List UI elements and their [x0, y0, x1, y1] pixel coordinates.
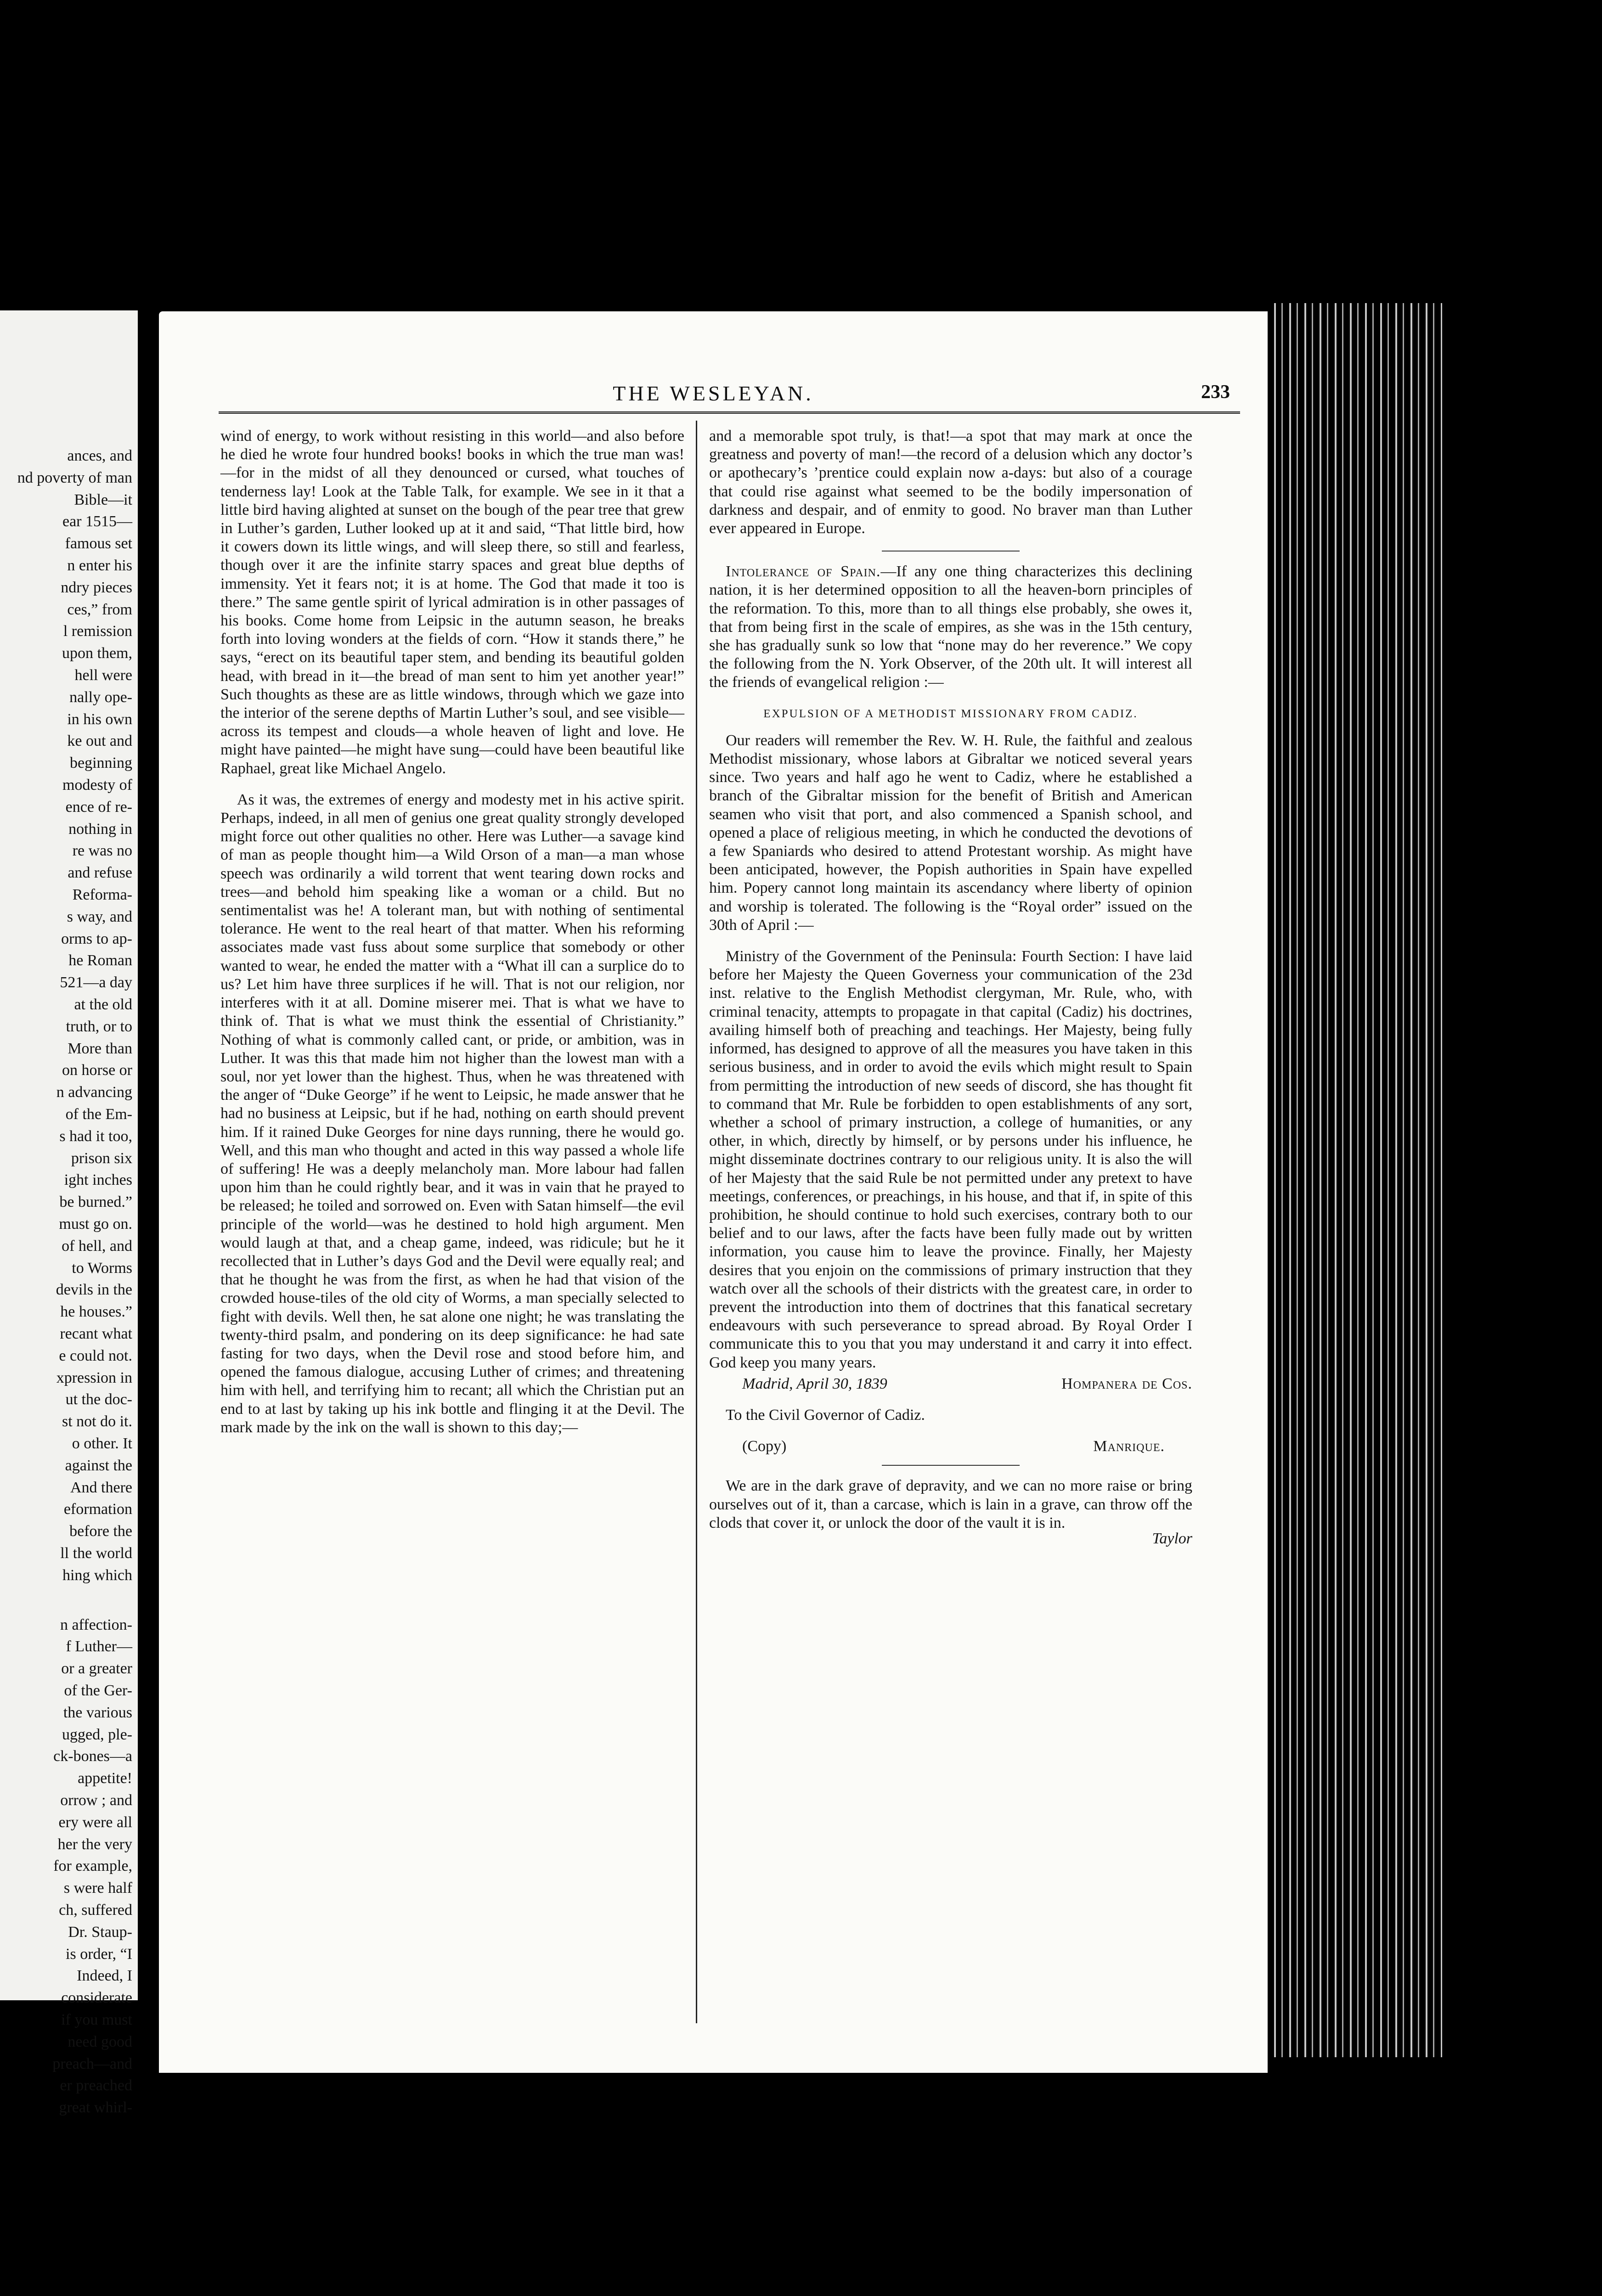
facing-page-line: upon them, — [62, 645, 132, 662]
facing-page-line: Indeed, I — [77, 1967, 132, 1985]
facing-page-line: modesty of — [62, 777, 132, 793]
facing-page-line: beginning — [70, 754, 132, 772]
facing-page-line: xpression in — [56, 1369, 132, 1386]
book-gutter — [138, 303, 159, 2011]
facing-page-line: ces,” from — [67, 601, 132, 618]
facing-page-line: ck-bones—a — [53, 1748, 132, 1765]
facing-page-line: ances, and — [67, 447, 132, 464]
facing-page-line: preach—and — [52, 2055, 132, 2072]
facing-page-line: f Luther— — [66, 1638, 132, 1655]
facing-page-line: ugged, ple- — [62, 1726, 132, 1743]
facing-page-line: famous set — [65, 535, 132, 552]
copy-line — [709, 1437, 1192, 1456]
facing-page-line: n advancing — [56, 1084, 132, 1101]
facing-page-line: eformation — [63, 1501, 132, 1518]
facing-page-line: the various — [63, 1704, 132, 1721]
facing-page-line: nd poverty of man — [17, 469, 132, 486]
facing-page-line: considerate — [61, 1989, 132, 2007]
right-column — [709, 427, 1192, 1548]
order-date: Madrid, April 30, 1839 — [742, 1375, 887, 1392]
facing-page-line: re was no — [72, 842, 132, 860]
copy-note: (Copy) — [742, 1438, 787, 1455]
facing-page-line: Reforma- — [72, 886, 132, 903]
intolerance-paragraph — [709, 563, 1192, 692]
closing-quote: We are in the dark grave of depravity, and we can no more raise or bring ourselves out of it, than a carcase, which is lain in a grave, can throw off the clods that cover it, or unlock the door of the vault it is in. — [709, 1477, 1192, 1531]
facing-page-line: orrow ; and — [60, 1792, 132, 1809]
facing-page-line: er preached — [60, 2077, 132, 2094]
facing-page-line: s way, and — [67, 908, 132, 925]
facing-page-line: he houses.” — [60, 1303, 132, 1321]
facing-page-line: in his own — [67, 710, 132, 728]
addressee: To the Civil Governor of Cadiz. — [726, 1406, 925, 1424]
quote-author: Taylor — [1152, 1530, 1192, 1547]
facing-page-line: of the Em- — [65, 1106, 132, 1123]
section-body: —If any one thing characterizes this declining nation, it is her determined opposition to all the heaven-born principles of the reformation. To this, more than to all things else probably, she owes it, that from being first in the scale of empires, as she was in the 15th century, she has gradually sunk so low that “none may do her reverence.” We copy the following from the N. York Observer, of the 20th ult. It will interest all the friends of evangelical religion :— — [709, 563, 1192, 691]
facing-page-line: e could not. — [59, 1347, 132, 1364]
facing-page-line: nothing in — [68, 820, 132, 838]
facing-page-line: or a greater — [61, 1660, 132, 1677]
facing-page-line: need good — [68, 2033, 132, 2050]
facing-page-line: great whirl- — [59, 2099, 132, 2116]
facing-page-line: ence of re- — [65, 798, 132, 816]
facing-page-line: s had it too, — [59, 1127, 132, 1145]
facing-page-line: at the old — [74, 996, 132, 1013]
facing-page-line: ke out and — [67, 732, 132, 750]
facing-page-line: he Roman — [68, 952, 132, 969]
facing-page-line: o other. It — [72, 1435, 132, 1452]
facing-page-line: is order, “I — [66, 1945, 132, 1963]
section-rule — [882, 1465, 1020, 1466]
left-column — [220, 427, 684, 1450]
facing-page-line: ear 1515— — [62, 513, 132, 530]
facing-page-line: hing which — [62, 1566, 132, 1584]
date-line — [709, 1375, 1192, 1393]
page-number: 233 — [1201, 382, 1230, 403]
article-paragraph: As it was, the extremes of energy and modesty met in his active spirit. Perhaps, indeed, in all men of genius one great quality strongly developed might force out other qualities no other. Here was Luther—a savage kind of man as people thought him—a Wild Orson of a man—a man whose speech was ordinarily a wild torrent that went tearing down rocks and trees—and behold him speaking like a woman or a child. But no sentimentalist was he! A tolerant man, but with nothing of sentimental tolerance. He went to the real heart of that matter. When his reforming associates made vast fuss about some surplice that somebody or other wanted to wear, he ended the matter with a “What ill can a surplice do to us? Let him have three surplices if he will. That is not our religion, nor interferes with it at all. Domine miserer mei. That is what we have to think of. That is what we must think the essential of Christianity.” Nothing of what is commonly called cant, or pride, or ambition, was in Luther. It was this that made him not higher than the lowest man with a soul, nor yet lower than the highest. Thus, when he was threatened with the anger of “Duke George” if he went to Leipsic, he made answer that he had no business at Leipsic, but if he had, nothing on earth should prevent him. If it rained Duke Georges for nine days running, there he would go. Well, and this man who thought and acted in this way passed a whole life of suffering! He was a deeply melancholy man. More labour had fallen upon him than he could rightly bear, and it was in vain that he prayed to be released; he toiled and sorrowed on. Even with Satan himself—the evil principle of the world—was he destined to hold high argument. Men would laugh at that, and a cheap game, indeed, was ridicule; but he it recollected that in Luther’s days God and the Devil were equally real; and that he thought he was from the first, as when he had that vision of the crowded house-tiles of the old city of Worms, a man specially selected to fight with devils. Well then, he sat alone one night; he was translating the twenty-third psalm, and pondering on its deep significance: he had sate fasting for two days, when the Devil rose and stood before him, and opened the famous dialogue, accusing Luther of crimes; and threatening him with hell, and terrifying him to recant; all which the Christian put an end to at last by taking up his ink bottle and flinging it at the Devil. The mark made by the ink on the wall is shown to this day;— — [220, 791, 684, 1436]
facing-page-line: for example, — [53, 1857, 132, 1875]
article-subheading: EXPULSION OF A METHODIST MISSIONARY FROM CADIZ. — [763, 707, 1138, 720]
facing-page-line: before the — [69, 1523, 132, 1540]
facing-page-line: against the — [65, 1457, 132, 1474]
facing-page-line: ndry pieces — [61, 579, 132, 596]
facing-page-line: recant what — [60, 1325, 132, 1342]
signed-by: Manrique. — [1093, 1438, 1165, 1455]
facing-page-line: to Worms — [72, 1259, 132, 1277]
facing-page-line: ch, suffered — [59, 1902, 132, 1919]
signatory: Hompanera de Cos. — [1061, 1375, 1192, 1392]
newspaper-page — [159, 311, 1268, 2073]
article-paragraph: Our readers will remember the Rev. W. H. Rule, the faithful and zealous Methodist missionary, whose labors at Gibraltar we noticed several years since. Two years and half ago he went to Cadiz, where he established a branch of the Gibraltar mission for the benefit of British and American seamen who visit that port, and also commenced a Spanish school, and opened a place of religious meeting, in which he conducted the devotions of a few Spaniards who desired to attend Protestant worship. As might have been anticipated, however, the Popish authorities in Spain have expelled him. Popery cannot long maintain its ascendancy where liberty of opinion and worship is tolerated. The following is the “Royal order” issued on the 30th of April :— — [709, 732, 1192, 934]
facing-page-line: 521—a day — [60, 974, 132, 991]
page-title: THE WESLEYAN. — [613, 382, 814, 405]
facing-page-line: ight inches — [64, 1171, 132, 1189]
column-divider — [696, 421, 697, 2023]
facing-page-line: of the Ger- — [64, 1682, 132, 1699]
facing-page-line: orms to ap- — [61, 930, 132, 947]
facing-page-line: be burned.” — [59, 1193, 132, 1211]
facing-page-line: on horse or — [62, 1062, 132, 1079]
facing-page-line: prison six — [71, 1149, 132, 1167]
quote-attribution — [709, 1530, 1192, 1548]
facing-page-line: nally ope- — [69, 688, 132, 706]
facing-page-line: And there — [70, 1479, 132, 1496]
facing-page-line: and refuse — [68, 864, 132, 882]
facing-page-line: devils in the — [56, 1281, 132, 1299]
facing-page-line: Dr. Staup- — [68, 1923, 132, 1941]
article-paragraph: wind of energy, to work without resisting in this world—and also before he died he wrote four hundred books! books in which the true man was!—for in the midst of all they denounced or cursed, what touches of tenderness lay! Look at the Table Talk, for example. We see in it that a little bird having alighted at sunset on the bough of the pear tree that grew in Luther’s garden, Luther looked up at it and said, “That little bird, how it cowers down its little wings, and will sleep there, so still and fearless, though over it are the infinite starry spaces and great blue depths of immensity. Yet it fears not; it is at home. The God that made it too is there.” The same gentle spirit of lyrical admiration is in other passages of his books. Come home from Leipsic in the autumn season, he breaks forth into loving wonders at the fields of corn. “How it stands there,” he says, “erect on its beautiful taper stem, and bending its beautiful golden head, with bread in it—the bread of man sent to him yet another year!” Such thoughts as these are as little windows, through which we gaze into the interior of the serene depths of Martin Luther’s soul, and see visible—across its tempest and clouds—a whole heaven of light and love. He might have painted—he might have sung—could have been beautiful like Raphael, great like Michael Angelo. — [220, 428, 684, 777]
facing-page-line: Bible—it — [74, 491, 132, 508]
facing-page-line: truth, or to — [66, 1018, 132, 1035]
royal-order-text: Ministry of the Government of the Peninsula: Fourth Section: I have laid before her Majesty the Queen Governess your communication of the 23d inst. relative to the English Methodist clergyman, Mr. Rule, who, with criminal tenacity, attempts to propagate in that capital (Cadiz) his doctrines, availing himself both of preaching and teachings. Her Majesty, being fully informed, has designed to approve of all the measures you have taken in this serious business, and in order to avoid the evils which might result to Spain from permitting the introduction of new seeds of discord, she has thought fit to command that Mr. Rule be forbidden to open establishments of any sort, whether a school of primary instruction, a college of humanities, or any other, in which, directly by himself, or by persons under his influence, he might disseminate doctrines contrary to our religious unity. It is also the will of her Majesty that the said Rule be not permitted under any pretext to have meetings, conferences, or preachings, in his house, and that if, in spite of this prohibition, he should continue to hold such exercises, contrary both to our belief and to our laws, after the facts have been fully made out by written information, you cause him to leave the province. Finally, her Majesty desires that you enjoin on the commissions of primary instruction that they watch over all the schools of their districts with the greatest care, in order to prevent the introduction into them of doctrines that this fanatical secretary endeavours with such perseverance to spread abroad. By Royal Order I communicate this to you that you may understand it and carry it into effect. God keep you many years. — [709, 948, 1192, 1371]
facing-page-line: of hell, and — [62, 1237, 132, 1255]
facing-page-fragment — [0, 310, 138, 2116]
facing-page-line: l remission — [63, 623, 132, 640]
page-edge-stack — [1268, 303, 1442, 2057]
facing-page-line: ll the world — [60, 1545, 132, 1562]
facing-page-line: n enter his — [67, 557, 132, 574]
facing-page-line: n affection- — [60, 1616, 132, 1633]
section-lead: Intolerance of Spain. — [726, 563, 881, 580]
facing-page-line: ut the doc- — [65, 1391, 132, 1408]
facing-page-line: appetite! — [78, 1770, 132, 1787]
facing-page-line: ery were all — [58, 1813, 132, 1831]
facing-page-line: s were half — [63, 1880, 132, 1897]
facing-page-line: if you must — [61, 2011, 132, 2028]
header-rule — [219, 411, 1240, 414]
facing-page-line: st not do it. — [62, 1413, 132, 1430]
facing-page-line: her the very — [57, 1835, 132, 1853]
facing-page-line: hell were — [74, 667, 132, 684]
facing-page-line: More than — [68, 1040, 132, 1057]
article-paragraph: and a memorable spot truly, is that!—a spot that may mark at once the greatness and poverty of man!—the record of a delusion which any doctor’s or apothecary’s ’prentice could explain now a-days: but also of a courage that could rise against what seemed to be the bodily impersonation of darkness and despair, and of enmity to good. No braver man than Luther ever appeared in Europe. — [709, 428, 1192, 537]
facing-page-line: must go on. — [59, 1216, 132, 1232]
